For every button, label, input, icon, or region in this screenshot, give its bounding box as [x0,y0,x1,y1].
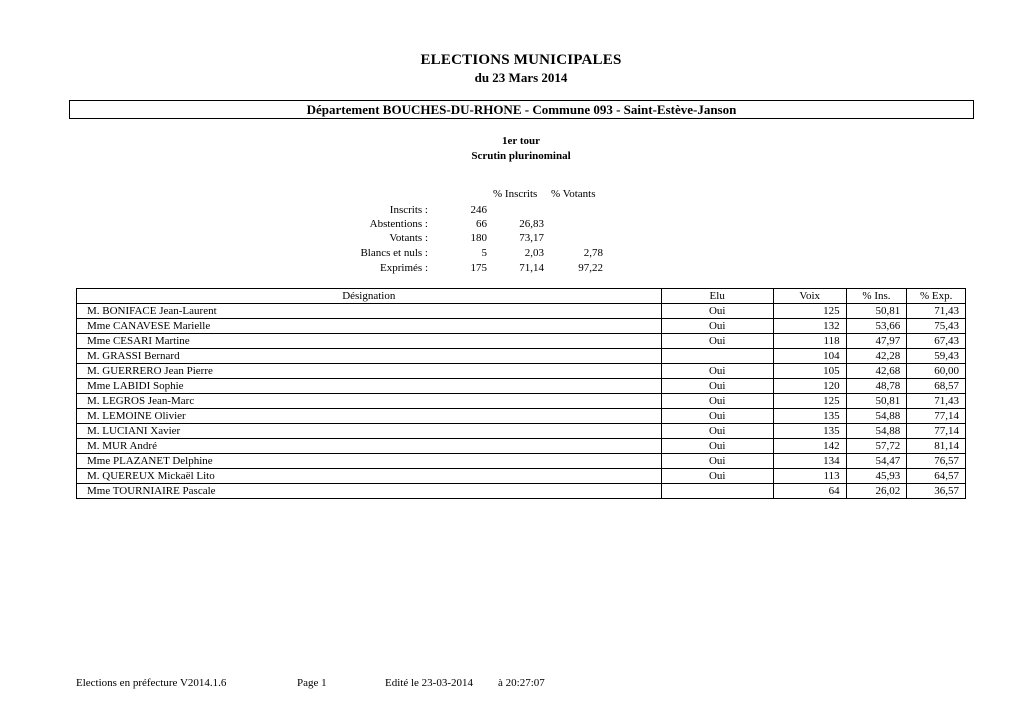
col-pct-exp: % Exp. [907,289,966,304]
elected-status: Oui [661,409,773,424]
candidate-name: M. MUR André [77,439,662,454]
table-row [77,424,966,439]
table-row [77,304,966,319]
department-header: Département BOUCHES-DU-RHONE - Commune 093 - Saint-Estève-Janson [69,100,974,119]
elected-status: Oui [661,454,773,469]
candidate-name: M. LEMOINE Olivier [77,409,662,424]
candidate-name: M. LEGROS Jean-Marc [77,394,662,409]
votes-count: 135 [773,409,846,424]
table-row [77,439,966,454]
votes-count: 120 [773,379,846,394]
votes-count: 134 [773,454,846,469]
footer-page: Page 1 [297,677,327,689]
pct-exprimes: 77,14 [907,409,966,424]
pct-inscrits: 57,72 [846,439,907,454]
pct-inscrits: 26,02 [846,484,907,499]
table-row [77,349,966,364]
elected-status: Oui [661,394,773,409]
election-date: du 23 Mars 2014 [474,70,568,85]
pct-exprimes: 81,14 [907,439,966,454]
table-row [77,334,966,349]
pct-inscrits: 48,78 [846,379,907,394]
pct-inscrits: 50,81 [846,304,907,319]
table-row [77,484,966,499]
votes-count: 118 [773,334,846,349]
candidate-name: M. BONIFACE Jean-Laurent [77,304,662,319]
document-title: ELECTIONS MUNICIPALES [420,52,622,68]
table-row [77,364,966,379]
col-designation: Désignation [77,289,662,304]
table-row [77,454,966,469]
pct-exprimes: 67,43 [907,334,966,349]
pct-inscrits: 42,68 [846,364,907,379]
table-row [77,379,966,394]
col-voix: Voix [773,289,846,304]
results-table [76,288,966,499]
table-row [77,409,966,424]
stats-col-pct-votants: % Votants [551,188,596,200]
pct-inscrits: 53,66 [846,319,907,334]
votes-count: 104 [773,349,846,364]
candidate-name: M. GUERRERO Jean Pierre [77,364,662,379]
votes-count: 105 [773,364,846,379]
pct-exprimes: 36,57 [907,484,966,499]
pct-inscrits: 54,88 [846,424,907,439]
candidate-name: Mme PLAZANET Delphine [77,454,662,469]
elected-status: Oui [661,379,773,394]
candidate-name: M. QUEREUX Mickaël Lito [77,469,662,484]
pct-exprimes: 71,43 [907,394,966,409]
votes-count: 125 [773,394,846,409]
table-row [77,469,966,484]
candidate-name: Mme CANAVESE Marielle [77,319,662,334]
candidate-name: Mme LABIDI Sophie [77,379,662,394]
pct-inscrits: 54,88 [846,409,907,424]
pct-exprimes: 75,43 [907,319,966,334]
elected-status: Oui [661,364,773,379]
pct-inscrits: 54,47 [846,454,907,469]
pct-exprimes: 64,57 [907,469,966,484]
stats-col-pct-inscrits: % Inscrits [493,188,538,200]
pct-exprimes: 77,14 [907,424,966,439]
elected-status: Oui [661,334,773,349]
pct-inscrits: 47,97 [846,334,907,349]
candidate-name: Mme CESARI Martine [77,334,662,349]
elected-status: Oui [661,424,773,439]
votes-count: 135 [773,424,846,439]
elected-status: Oui [661,319,773,334]
elected-status: Oui [661,469,773,484]
elected-status: Oui [661,439,773,454]
votes-count: 64 [773,484,846,499]
votes-count: 142 [773,439,846,454]
candidate-name: Mme TOURNIAIRE Pascale [77,484,662,499]
votes-count: 132 [773,319,846,334]
pct-exprimes: 68,57 [907,379,966,394]
pct-inscrits: 42,28 [846,349,907,364]
pct-exprimes: 76,57 [907,454,966,469]
table-row [77,394,966,409]
col-pct-ins: % Ins. [846,289,907,304]
candidate-name: M. LUCIANI Xavier [77,424,662,439]
footer-software: Elections en préfecture V2014.1.6 [76,677,227,689]
pct-exprimes: 71,43 [907,304,966,319]
pct-exprimes: 59,43 [907,349,966,364]
elected-status [661,349,773,364]
elected-status [661,484,773,499]
scrutin-label: Scrutin plurinominal [471,150,571,162]
table-header-row [77,289,966,304]
pct-inscrits: 50,81 [846,394,907,409]
votes-count: 125 [773,304,846,319]
candidate-name: M. GRASSI Bernard [77,349,662,364]
footer-time: à 20:27:07 [498,677,545,689]
col-elu: Elu [661,289,773,304]
elected-status: Oui [661,304,773,319]
pct-inscrits: 45,93 [846,469,907,484]
footer-edited: Edité le 23-03-2014 [385,677,473,689]
table-row [77,319,966,334]
tour-label: 1er tour [502,135,540,147]
pct-exprimes: 60,00 [907,364,966,379]
votes-count: 113 [773,469,846,484]
